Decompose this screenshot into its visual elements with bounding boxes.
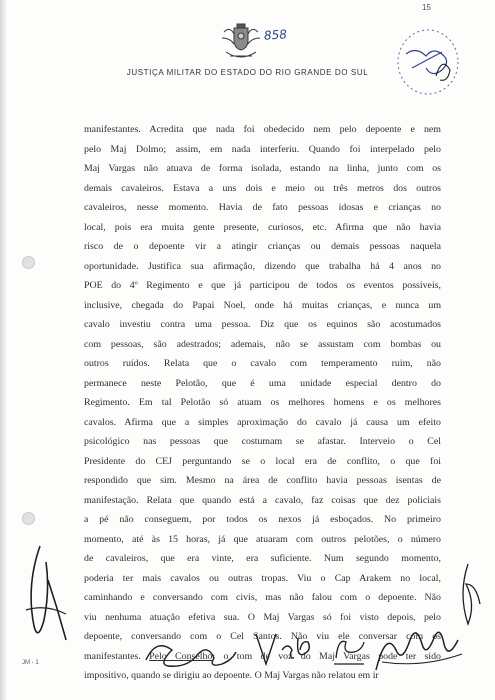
text-line: depoente, conversando com o Cel Santos. Não viu ele conversar com os	[84, 631, 441, 642]
text-line: psicológico nas pessoas que costumam se afastar. Interveio o Cel	[84, 436, 441, 447]
text-line: cavalo investiu contra uma pessoa. Diz que os equinos são acostumados	[84, 319, 441, 330]
text-line: poderia ter mais cavalos ou outras tropas. Viu o Cap Arakem no local,	[84, 572, 441, 584]
signature-right-icon	[448, 560, 488, 630]
text-line: caminhando e conversando com civis, mas não falou com o depoente. Não	[84, 592, 441, 603]
form-code: JM - 1	[22, 660, 39, 666]
signature-1-icon	[140, 632, 245, 674]
page-edge-shadow	[0, 0, 6, 700]
text-line: momento, até às 15 horas, já que atuaram com outros pelotões, o número	[84, 533, 441, 545]
text-line: manifestantes. Acredita que nada foi obedecido nem pelo depoente e nem	[84, 124, 441, 135]
text-line: Maj Vargas não atuava de forma isolada, estando na linha, junto com os	[84, 163, 441, 174]
text-line: respondido que sim. Mesmo na área de conflito havia pessoas isentas de	[84, 475, 441, 486]
binder-hole-top	[22, 256, 35, 269]
signature-3-icon	[330, 628, 370, 668]
text-line: POE do 4º Regimento e que já participou de todos os eventos possíveis,	[84, 280, 441, 291]
underlined-phrase: Pelo Conselho	[149, 650, 213, 662]
text-line-underlined: manifestantes. Pelo Conselho: o tom de voz do Maj Vargas pode ter sido	[84, 650, 441, 662]
binder-hole-bottom	[22, 512, 35, 525]
text-line: pelo Maj Dolmo; assim, em nada interferiu. Quando foi interpelado pelo	[84, 143, 441, 155]
text-line: cavalos. Afirma que a simples aproximação do cavalo já causa um efeito	[84, 416, 441, 428]
text-line: inclusive, chegada do Papai Noel, onde há muitas crianças, e nunca um	[84, 299, 441, 311]
text-line: Presidente do CEJ perguntando se o local era de conflito, o que foi	[84, 455, 441, 467]
text-line: permanece neste Pelotão, que é uma unidade especial dentro do	[84, 377, 441, 389]
text-line: de cavaleiros, que era vinte, era suficiente. Num segundo momento,	[84, 553, 441, 564]
signature-left-icon	[18, 540, 78, 650]
text-line: viu nenhuma atuação efetiva sua. O Maj Vargas só foi visto depois, pelo	[84, 611, 441, 623]
text-line: demais cavaleiros. Estava a uns dois e meio ou três metros dos outros	[84, 182, 441, 194]
coat-of-arms-icon	[218, 18, 264, 62]
rubber-stamp-icon	[392, 24, 464, 100]
text-line: a pé não conseguem, por todos os nexos já esboçados. No primeiro	[84, 514, 441, 525]
text-line: manifestação. Relata que quando está a cavalo, faz coisas que dez policiais	[84, 494, 441, 506]
text-line: Regimento. Em tal Pelotão só atuam os melhores homens e os melhores	[84, 397, 441, 408]
signature-2-icon	[252, 628, 322, 668]
text-line: outros ruídos. Relata que o cavalo com temperamento ruim, não	[84, 358, 441, 369]
text-line: com pessoas, são adestrados; ademais, não se assustam com bombas ou	[84, 338, 441, 350]
handwritten-folio-number: 858	[263, 27, 288, 43]
testimony-text	[84, 120, 441, 686]
page-number: 15	[422, 3, 431, 12]
text-line: oportunidade. Justifica sua afirmação, dizendo que trabalha há 4 anos no	[84, 260, 441, 272]
text-line: risco de o depoente vir a atingir crianças ou demais pessoas naquela	[84, 241, 441, 252]
text-line: cavaleiros, nesse momento. Havia de fato pessoas idosas e crianças no	[84, 202, 441, 213]
text-line: local, pois era muita gente presente, curiosos, etc. Afirma que não havia	[84, 221, 441, 233]
page-title: JUSTIÇA MILITAR DO ESTADO DO RIO GRANDE DO SUL	[126, 68, 369, 77]
text-line: impositivo, quando se dirigiu ao depoente. O Maj Vargas não relatou em ir	[84, 670, 379, 681]
